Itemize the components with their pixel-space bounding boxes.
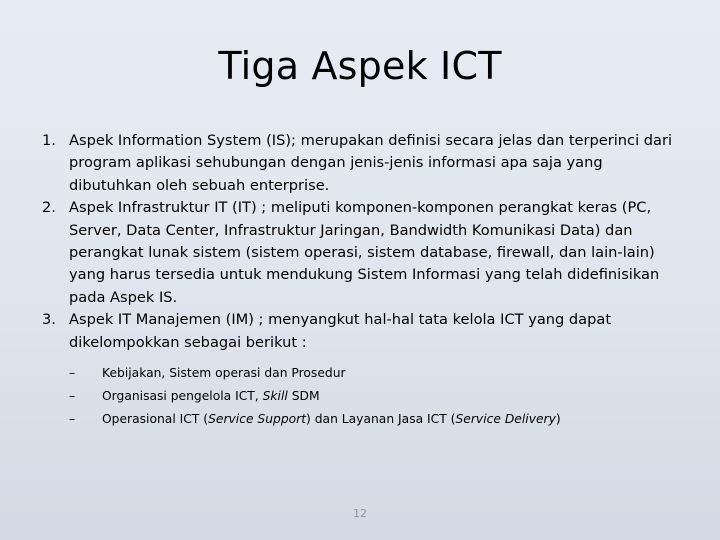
sub-item-text: SDM	[287, 389, 320, 404]
list-item	[36, 130, 686, 197]
sub-item-text: ) dan Layanan Jasa ICT (	[306, 412, 456, 427]
sub-list	[69, 362, 686, 431]
aspect-list	[36, 130, 686, 431]
sub-item-italic: Service Delivery	[455, 412, 556, 427]
sub-list-item	[69, 362, 686, 385]
list-number: 1.	[42, 132, 56, 149]
sub-list-item	[69, 385, 686, 408]
sub-item-text: Operasional ICT (	[102, 412, 209, 427]
list-item-text: Aspek Infrastruktur IT (IT) ; meliputi komponen-komponen perangkat keras (PC, Server, Data Center, Infrastruktur Jaringan, Bandwidth Komunikasi Data) dan perangkat lunak sistem (sistem operasi, sistem database, firewall, dan lain-lain) yang harus tersedia untuk mendukung Sistem Informasi yang telah didefinisikan pada Aspek IS.	[69, 199, 660, 306]
sub-item-text: )	[555, 412, 561, 427]
sub-list-item	[69, 408, 686, 431]
page-number: 12	[353, 507, 367, 520]
dash-marker: –	[69, 412, 76, 427]
dash-marker: –	[69, 366, 76, 381]
list-item-text: Aspek Information System (IS); merupakan definisi secara jelas dan terperinci dari program aplikasi sehubungan dengan jenis-jenis informasi apa saja yang dibutuhkan oleh sebuah enterprise.	[69, 132, 673, 194]
dash-marker: –	[69, 389, 76, 404]
list-number: 3.	[42, 311, 56, 329]
list-item	[36, 197, 686, 309]
sub-item-text: Organisasi pengelola ICT,	[102, 389, 263, 404]
slide-title: Tiga Aspek ICT	[218, 44, 502, 88]
list-number: 2.	[42, 199, 56, 217]
list-item-text: Aspek IT Manajemen (IM) ; menyangkut hal-hal tata kelola ICT yang dapat dikelompokkan sebagai berikut :	[69, 311, 612, 351]
sub-item-italic: Skill	[262, 389, 288, 404]
sub-item-text: Kebijakan, Sistem operasi dan Prosedur	[102, 366, 346, 381]
list-item	[36, 309, 686, 431]
sub-item-italic: Service Support	[208, 412, 307, 427]
